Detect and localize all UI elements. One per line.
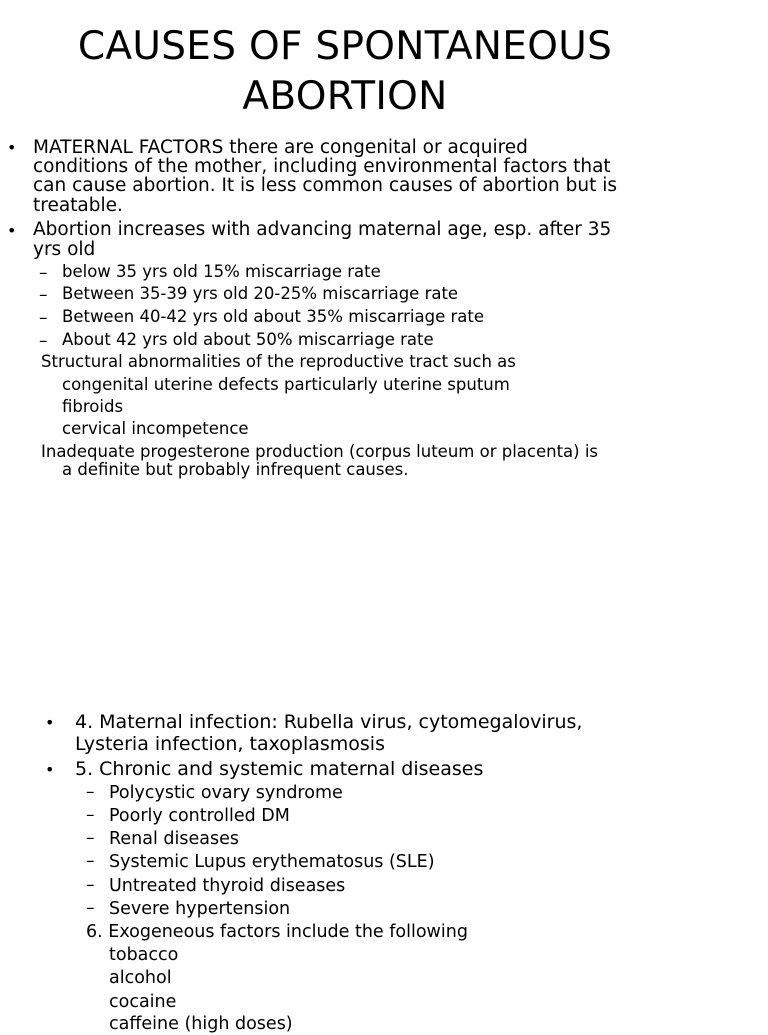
dash-icon: –: [39, 331, 48, 351]
chronic-disease-item: Systemic Lupus erythematosus (SLE): [109, 852, 435, 872]
age-rate-item: Between 35-39 yrs old 20-25% miscarriage rate: [62, 284, 459, 303]
maternal-age-line-1: Abortion increases with advancing maternal age, esp. after 35: [33, 219, 612, 240]
maternal-factors-line-4: treatable.: [33, 195, 123, 216]
structural-heading: Structural abnormalities of the reproductive tract such as: [41, 352, 516, 371]
chronic-disease-item: Polycystic ovary syndrome: [109, 783, 343, 803]
chronic-disease-item: Renal diseases: [109, 829, 239, 849]
maternal-factors-line-3: can cause abortion. It is less common causes of abortion but is: [33, 175, 618, 196]
chronic-diseases-heading: 5. Chronic and systemic maternal diseases: [75, 758, 484, 780]
dash-icon: –: [86, 898, 95, 918]
maternal-age-line-2: yrs old: [33, 239, 96, 260]
maternal-infection-line-1: 4. Maternal infection: Rubella virus, cytomegalovirus,: [75, 711, 583, 733]
chronic-disease-item: Untreated thyroid diseases: [109, 876, 346, 896]
age-rate-item: Between 40-42 yrs old about 35% miscarriage rate: [62, 307, 484, 326]
exogenous-item: tobacco: [109, 945, 179, 965]
exogenous-heading: 6. Exogeneous factors include the following: [86, 922, 468, 942]
age-rate-item: About 42 yrs old about 50% miscarriage rate: [62, 330, 434, 349]
structural-item: fibroids: [62, 397, 124, 416]
page-title: [0, 22, 690, 122]
dash-icon: –: [39, 308, 48, 328]
exogenous-item: cocaine: [109, 992, 177, 1012]
chronic-disease-item: Severe hypertension: [109, 899, 291, 919]
age-rate-item: below 35 yrs old 15% miscarriage rate: [62, 262, 381, 281]
exogenous-item: caffeine (high doses): [109, 1014, 293, 1034]
progesterone-line-1: Inadequate progesterone production (corpus luteum or placenta) is: [41, 442, 599, 461]
maternal-infection-line-2: Lysteria infection, taxoplasmosis: [75, 733, 385, 755]
chronic-disease-item: Poorly controlled DM: [109, 806, 290, 826]
dash-icon: –: [86, 805, 95, 825]
bullet-icon: •: [7, 221, 17, 240]
title-line-1: CAUSES OF SPONTANEOUS: [77, 24, 613, 69]
title-line-2: ABORTION: [242, 74, 448, 119]
dash-icon: –: [86, 851, 95, 871]
bullet-icon: •: [7, 138, 17, 157]
dash-icon: –: [86, 782, 95, 802]
dash-icon: –: [86, 828, 95, 848]
bullet-icon: •: [45, 760, 55, 779]
bullet-icon: •: [45, 713, 55, 732]
dash-icon: –: [39, 285, 48, 305]
progesterone-line-2: a definite but probably infrequent causes.: [62, 460, 409, 479]
maternal-factors-line-2: conditions of the mother, including environmental factors that: [33, 156, 611, 177]
structural-item: congenital uterine defects particularly uterine sputum: [62, 375, 510, 394]
dash-icon: –: [39, 263, 48, 283]
exogenous-item: alcohol: [109, 968, 172, 988]
structural-item: cervical incompetence: [62, 419, 249, 438]
maternal-factors-line-1: MATERNAL FACTORS there are congenital or acquired: [33, 137, 528, 158]
dash-icon: –: [86, 875, 95, 895]
